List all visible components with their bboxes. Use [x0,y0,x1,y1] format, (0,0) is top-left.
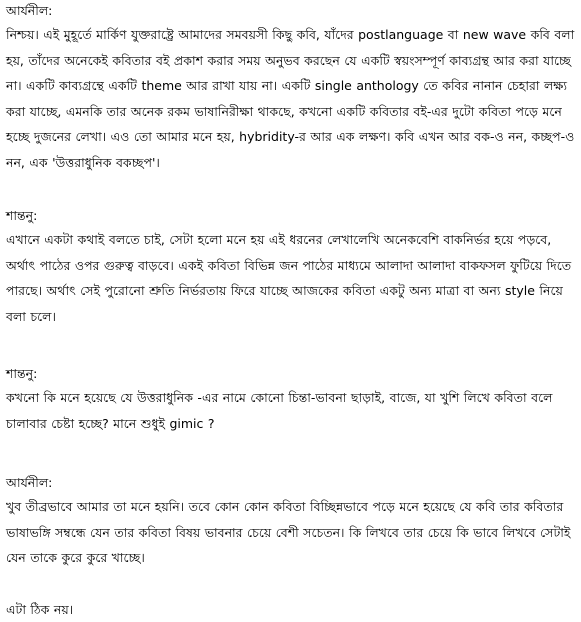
paragraph-spacer [6,436,576,472]
dialogue-paragraph: কখনো কি মনে হয়েছে যে উত্তরাধুনিক -এর নামে কোনো চিন্তা-ভাবনা ছাড়াই, বাজে, যা খুশি লিখে কবিতা বলে চালাবার চেষ্টা হচ্ছে? মানে শুধুই gimic ? [6,385,576,436]
dialogue-block-2 [6,205,576,329]
dialogue-paragraph: এখানে একটা কথাই বলতে চাই, সেটা হলো মনে হয় এই ধরনের লেখালেখি অনেকবেশি বাকনির্ভর হয়ে পড়বে, অর্থাৎ পাঠের ওপর গুরুত্ব বাড়বে। একই কবিতা বিভিন্ন জন পাঠের মাধ্যমে আলাদা আলাদা বাকফসল ফুটিয়ে দিতে পারছে। অর্থাৎ সেই পুরোনো শ্রুতি নির্ভরতায় ফিরে যাচ্ছে আজকের কবিতা একটু অন্য মাত্রা বা অন্য style নিয়ে বলা চলে। [6,227,576,329]
speaker-label: শান্তনু: [6,363,576,385]
interview-document [6,0,576,622]
dialogue-paragraph: খুব তীব্রভাবে আমার তা মনে হয়নি। তবে কোন কোন কবিতা বিচ্ছিন্নভাবে পড়ে মনে হয়েছে যে কবি তার কবিতার ভাষাভঙ্গি সম্বন্ধে যেন তার কবিতা বিষয় ভাবনার চেয়ে বেশী সচেতন। কি লিখবে তার চেয়ে কি ভাবে লিখবে সেটাই যেন তাকে কুরে কুরে খাচ্ছে। [6,494,576,571]
dialogue-paragraph: নিশ্চয়। এই মুহূর্তে মার্কিণ যুক্তরাষ্ট্রে আমাদের সমবয়সী কিছু কবি, যাঁদের postlanguage বা new wave কবি বলা হয়, তাঁদের অনেকেই কবিতার বই প্রকাশ করার সময় অনুভব করছেন যে একটি স্বয়ংসম্পূর্ণ কাব্যগ্রন্থ আর করা যাচ্ছে না। একটি কাব্যগ্রন্থে একটি theme আর রাখা যায় না। একটি single anthology তে কবির নানান চেহারা লক্ষ্য করা যাচ্ছে, এমনকি তার অনেক রকম ভাষানিরীক্ষা থাকছে, কখনো একটি কবিতার বই-এর দুটো কবিতা পড়ে মনে হচ্ছে দুজনের লেখা। এও তো আমার মনে হয়, hybridity-র আর এক লক্ষণ। কবি এখন আর বক-ও নন, কচ্ছপ-ও নন, এক 'উত্তরাধুনিক বকচ্ছপ'। [6,22,576,175]
paragraph-spacer [6,329,576,363]
dialogue-block-4 [6,472,576,571]
speaker-label: আর্যনীল: [6,0,576,22]
speaker-label: আর্যনীল: [6,472,576,494]
paragraph-spacer [6,175,576,205]
paragraph-spacer [6,571,576,597]
closing-statement: এটা ঠিক নয়। [6,597,576,622]
dialogue-block-3 [6,363,576,436]
speaker-label: শান্তনু: [6,205,576,227]
dialogue-block-1 [6,0,576,175]
